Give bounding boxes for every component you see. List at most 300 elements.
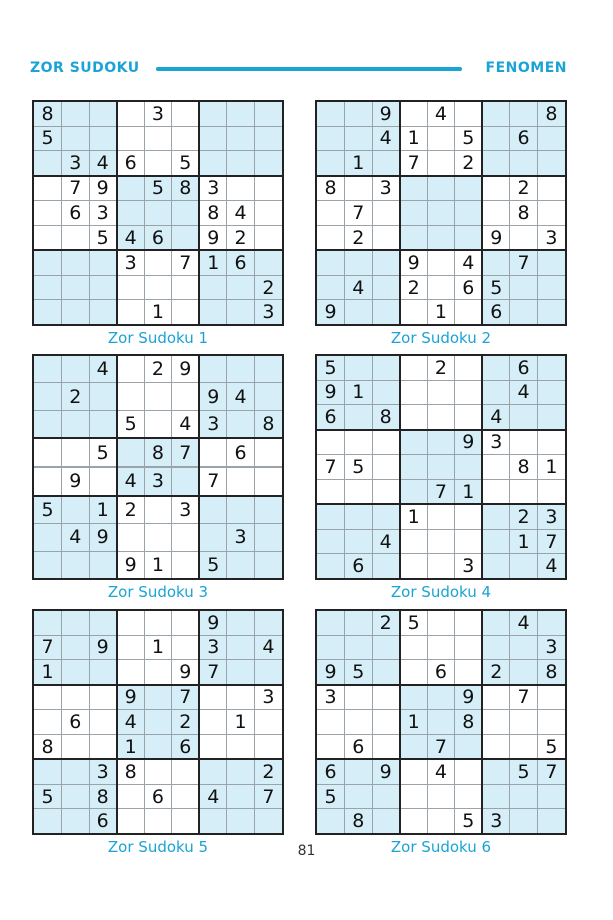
- sudoku-cell[interactable]: [400, 734, 428, 759]
- sudoku-cell[interactable]: [172, 300, 200, 324]
- sudoku-cell[interactable]: [254, 438, 282, 466]
- sudoku-cell[interactable]: [89, 126, 117, 151]
- sudoku-cell[interactable]: [427, 784, 455, 809]
- sudoku-cell[interactable]: [227, 176, 255, 201]
- sudoku-cell[interactable]: [254, 176, 282, 201]
- sudoku-cell[interactable]: [510, 405, 538, 430]
- sudoku-cell[interactable]: [400, 685, 428, 710]
- sudoku-cell[interactable]: [62, 410, 90, 438]
- sudoku-cell[interactable]: [34, 300, 62, 324]
- sudoku-cell[interactable]: [199, 496, 227, 524]
- sudoku-cell[interactable]: [482, 529, 510, 554]
- sudoku-cell[interactable]: [345, 176, 373, 201]
- sudoku-cell[interactable]: [34, 759, 62, 784]
- sudoku-cell[interactable]: [400, 201, 428, 226]
- sudoku-cell[interactable]: [510, 151, 538, 176]
- sudoku-cell[interactable]: [372, 300, 400, 324]
- sudoku-cell[interactable]: [317, 430, 345, 455]
- sudoku-cell[interactable]: [345, 529, 373, 554]
- sudoku-cell[interactable]: [254, 551, 282, 578]
- sudoku-cell[interactable]: [537, 611, 565, 635]
- sudoku-cell[interactable]: [427, 685, 455, 710]
- sudoku-cell[interactable]: [537, 151, 565, 176]
- sudoku-cell[interactable]: [144, 710, 172, 735]
- sudoku-cell[interactable]: [482, 455, 510, 480]
- sudoku-cell[interactable]: [400, 784, 428, 809]
- sudoku-cell[interactable]: [89, 468, 117, 496]
- sudoku-cell[interactable]: [427, 250, 455, 275]
- sudoku-cell[interactable]: [172, 468, 200, 496]
- sudoku-cell[interactable]: [317, 250, 345, 275]
- sudoku-cell[interactable]: [372, 784, 400, 809]
- sudoku-cell[interactable]: [345, 430, 373, 455]
- sudoku-cell[interactable]: [199, 524, 227, 551]
- sudoku-cell[interactable]: [482, 611, 510, 635]
- sudoku-cell[interactable]: [172, 524, 200, 551]
- sudoku-cell[interactable]: [400, 176, 428, 201]
- sudoku-cell[interactable]: [537, 300, 565, 324]
- sudoku-cell[interactable]: [427, 611, 455, 635]
- sudoku-cell[interactable]: [199, 438, 227, 466]
- sudoku-cell[interactable]: [227, 784, 255, 809]
- sudoku-cell[interactable]: [482, 356, 510, 380]
- sudoku-cell[interactable]: [62, 356, 90, 383]
- sudoku-cell[interactable]: [317, 275, 345, 300]
- sudoku-cell[interactable]: [400, 554, 428, 578]
- sudoku-cell[interactable]: [254, 250, 282, 275]
- sudoku-cell[interactable]: [427, 554, 455, 578]
- sudoku-cell[interactable]: [400, 479, 428, 504]
- sudoku-cell[interactable]: [427, 151, 455, 176]
- sudoku-cell[interactable]: [34, 685, 62, 710]
- sudoku-cell[interactable]: [144, 809, 172, 833]
- sudoku-cell[interactable]: [372, 275, 400, 300]
- sudoku-cell[interactable]: [482, 554, 510, 578]
- sudoku-cell[interactable]: [144, 126, 172, 151]
- sudoku-cell[interactable]: [510, 430, 538, 455]
- sudoku-cell[interactable]: [172, 102, 200, 126]
- sudoku-cell[interactable]: [482, 734, 510, 759]
- sudoku-cell[interactable]: [62, 250, 90, 275]
- sudoku-cell[interactable]: [62, 496, 90, 524]
- sudoku-cell[interactable]: [254, 734, 282, 759]
- sudoku-cell[interactable]: [372, 660, 400, 685]
- sudoku-cell[interactable]: [455, 784, 483, 809]
- sudoku-cell[interactable]: [317, 201, 345, 226]
- sudoku-cell[interactable]: [345, 504, 373, 529]
- sudoku-cell[interactable]: [227, 551, 255, 578]
- sudoku-cell[interactable]: [400, 455, 428, 480]
- sudoku-cell[interactable]: [372, 356, 400, 380]
- sudoku-cell[interactable]: [34, 524, 62, 551]
- sudoku-cell[interactable]: [144, 759, 172, 784]
- sudoku-cell[interactable]: [117, 176, 145, 201]
- sudoku-cell[interactable]: [345, 479, 373, 504]
- sudoku-cell[interactable]: [372, 455, 400, 480]
- sudoku-cell[interactable]: [510, 225, 538, 250]
- sudoku-cell[interactable]: [89, 410, 117, 438]
- sudoku-cell[interactable]: [199, 300, 227, 324]
- sudoku-cell[interactable]: [317, 554, 345, 578]
- sudoku-cell[interactable]: [345, 405, 373, 430]
- sudoku-cell[interactable]: [254, 201, 282, 226]
- sudoku-cell[interactable]: [400, 759, 428, 784]
- sudoku-cell[interactable]: [372, 635, 400, 660]
- sudoku-cell[interactable]: [455, 504, 483, 529]
- sudoku-cell[interactable]: [172, 383, 200, 410]
- sudoku-cell[interactable]: [172, 126, 200, 151]
- sudoku-cell[interactable]: [89, 383, 117, 410]
- sudoku-cell[interactable]: [227, 611, 255, 635]
- sudoku-cell[interactable]: [345, 611, 373, 635]
- sudoku-cell[interactable]: [510, 635, 538, 660]
- sudoku-cell[interactable]: [117, 660, 145, 685]
- sudoku-cell[interactable]: [199, 356, 227, 383]
- sudoku-cell[interactable]: [62, 102, 90, 126]
- sudoku-cell[interactable]: [372, 250, 400, 275]
- sudoku-cell[interactable]: [199, 685, 227, 710]
- sudoku-cell[interactable]: [254, 126, 282, 151]
- sudoku-cell[interactable]: [345, 102, 373, 126]
- sudoku-cell[interactable]: [482, 685, 510, 710]
- sudoku-cell[interactable]: [227, 356, 255, 383]
- sudoku-cell[interactable]: [455, 734, 483, 759]
- sudoku-cell[interactable]: [89, 734, 117, 759]
- sudoku-cell[interactable]: [400, 225, 428, 250]
- sudoku-cell[interactable]: [199, 275, 227, 300]
- sudoku-cell[interactable]: [427, 176, 455, 201]
- sudoku-cell[interactable]: [427, 275, 455, 300]
- sudoku-cell[interactable]: [317, 529, 345, 554]
- sudoku-cell[interactable]: [455, 102, 483, 126]
- sudoku-cell[interactable]: [34, 710, 62, 735]
- sudoku-cell[interactable]: [455, 380, 483, 405]
- sudoku-cell[interactable]: [34, 151, 62, 176]
- sudoku-cell[interactable]: [482, 784, 510, 809]
- sudoku-cell[interactable]: [254, 225, 282, 250]
- sudoku-cell[interactable]: [455, 405, 483, 430]
- sudoku-cell[interactable]: [400, 529, 428, 554]
- sudoku-cell[interactable]: [227, 734, 255, 759]
- sudoku-cell[interactable]: [455, 455, 483, 480]
- sudoku-cell[interactable]: [62, 660, 90, 685]
- sudoku-cell[interactable]: [172, 201, 200, 226]
- sudoku-cell[interactable]: [199, 734, 227, 759]
- sudoku-cell[interactable]: [117, 438, 145, 466]
- sudoku-cell[interactable]: [117, 383, 145, 410]
- sudoku-cell[interactable]: [89, 300, 117, 324]
- sudoku-cell[interactable]: [510, 660, 538, 685]
- sudoku-cell[interactable]: [345, 710, 373, 735]
- sudoku-cell[interactable]: [34, 356, 62, 383]
- sudoku-cell[interactable]: [117, 102, 145, 126]
- sudoku-cell[interactable]: [537, 176, 565, 201]
- sudoku-cell[interactable]: [482, 250, 510, 275]
- sudoku-cell[interactable]: [227, 151, 255, 176]
- sudoku-cell[interactable]: [482, 126, 510, 151]
- sudoku-cell[interactable]: [537, 356, 565, 380]
- sudoku-cell[interactable]: [427, 430, 455, 455]
- sudoku-cell[interactable]: [117, 356, 145, 383]
- sudoku-cell[interactable]: [172, 225, 200, 250]
- sudoku-cell[interactable]: [317, 479, 345, 504]
- sudoku-cell[interactable]: [537, 380, 565, 405]
- sudoku-cell[interactable]: [34, 176, 62, 201]
- sudoku-cell[interactable]: [62, 685, 90, 710]
- sudoku-cell[interactable]: [89, 685, 117, 710]
- sudoku-cell[interactable]: [455, 759, 483, 784]
- sudoku-cell[interactable]: [62, 551, 90, 578]
- sudoku-cell[interactable]: [227, 685, 255, 710]
- sudoku-cell[interactable]: [144, 151, 172, 176]
- sudoku-cell[interactable]: [427, 529, 455, 554]
- sudoku-cell[interactable]: [427, 710, 455, 735]
- sudoku-cell[interactable]: [482, 504, 510, 529]
- sudoku-cell[interactable]: [482, 635, 510, 660]
- sudoku-cell[interactable]: [89, 275, 117, 300]
- sudoku-cell[interactable]: [510, 275, 538, 300]
- sudoku-cell[interactable]: [117, 809, 145, 833]
- sudoku-cell[interactable]: [144, 660, 172, 685]
- sudoku-cell[interactable]: [117, 126, 145, 151]
- sudoku-cell[interactable]: [34, 611, 62, 635]
- sudoku-cell[interactable]: [34, 250, 62, 275]
- sudoku-cell[interactable]: [34, 275, 62, 300]
- sudoku-cell[interactable]: [62, 734, 90, 759]
- sudoku-cell[interactable]: [89, 611, 117, 635]
- sudoku-cell[interactable]: [372, 479, 400, 504]
- sudoku-cell[interactable]: [427, 126, 455, 151]
- sudoku-cell[interactable]: [372, 809, 400, 833]
- sudoku-cell[interactable]: [400, 356, 428, 380]
- sudoku-cell[interactable]: [62, 809, 90, 833]
- sudoku-cell[interactable]: [537, 479, 565, 504]
- sudoku-cell[interactable]: [227, 275, 255, 300]
- sudoku-cell[interactable]: [537, 126, 565, 151]
- sudoku-cell[interactable]: [455, 201, 483, 226]
- sudoku-cell[interactable]: [254, 356, 282, 383]
- sudoku-cell[interactable]: [427, 201, 455, 226]
- sudoku-cell[interactable]: [227, 496, 255, 524]
- sudoku-cell[interactable]: [510, 102, 538, 126]
- sudoku-cell[interactable]: [317, 710, 345, 735]
- sudoku-cell[interactable]: [172, 551, 200, 578]
- sudoku-cell[interactable]: [34, 225, 62, 250]
- sudoku-cell[interactable]: [537, 275, 565, 300]
- sudoku-cell[interactable]: [144, 410, 172, 438]
- sudoku-cell[interactable]: [254, 383, 282, 410]
- sudoku-cell[interactable]: [400, 430, 428, 455]
- sudoku-cell[interactable]: [199, 102, 227, 126]
- sudoku-cell[interactable]: [372, 225, 400, 250]
- sudoku-cell[interactable]: [62, 126, 90, 151]
- sudoku-cell[interactable]: [34, 410, 62, 438]
- sudoku-cell[interactable]: [455, 529, 483, 554]
- sudoku-cell[interactable]: [117, 524, 145, 551]
- sudoku-cell[interactable]: [317, 809, 345, 833]
- sudoku-cell[interactable]: [62, 611, 90, 635]
- sudoku-cell[interactable]: [144, 611, 172, 635]
- sudoku-cell[interactable]: [482, 201, 510, 226]
- sudoku-cell[interactable]: [254, 660, 282, 685]
- sudoku-cell[interactable]: [89, 102, 117, 126]
- sudoku-cell[interactable]: [199, 809, 227, 833]
- sudoku-cell[interactable]: [227, 759, 255, 784]
- sudoku-cell[interactable]: [372, 201, 400, 226]
- sudoku-cell[interactable]: [400, 660, 428, 685]
- sudoku-cell[interactable]: [345, 635, 373, 660]
- sudoku-cell[interactable]: [254, 151, 282, 176]
- sudoku-cell[interactable]: [144, 496, 172, 524]
- sudoku-cell[interactable]: [317, 126, 345, 151]
- sudoku-cell[interactable]: [172, 275, 200, 300]
- sudoku-cell[interactable]: [317, 635, 345, 660]
- sudoku-cell[interactable]: [455, 176, 483, 201]
- sudoku-cell[interactable]: [62, 225, 90, 250]
- sudoku-cell[interactable]: [144, 201, 172, 226]
- sudoku-cell[interactable]: [227, 410, 255, 438]
- sudoku-cell[interactable]: [172, 759, 200, 784]
- sudoku-cell[interactable]: [89, 250, 117, 275]
- sudoku-cell[interactable]: [317, 504, 345, 529]
- sudoku-cell[interactable]: [34, 468, 62, 496]
- sudoku-cell[interactable]: [400, 300, 428, 324]
- sudoku-cell[interactable]: [62, 438, 90, 466]
- sudoku-cell[interactable]: [427, 380, 455, 405]
- sudoku-cell[interactable]: [427, 504, 455, 529]
- sudoku-cell[interactable]: [144, 250, 172, 275]
- sudoku-cell[interactable]: [372, 430, 400, 455]
- sudoku-cell[interactable]: [227, 635, 255, 660]
- sudoku-cell[interactable]: [537, 809, 565, 833]
- sudoku-cell[interactable]: [372, 504, 400, 529]
- sudoku-cell[interactable]: [455, 611, 483, 635]
- sudoku-cell[interactable]: [510, 784, 538, 809]
- sudoku-cell[interactable]: [372, 734, 400, 759]
- sudoku-cell[interactable]: [117, 784, 145, 809]
- sudoku-cell[interactable]: [372, 685, 400, 710]
- sudoku-cell[interactable]: [227, 102, 255, 126]
- sudoku-cell[interactable]: [427, 455, 455, 480]
- sudoku-cell[interactable]: [254, 496, 282, 524]
- sudoku-cell[interactable]: [482, 380, 510, 405]
- sudoku-cell[interactable]: [345, 759, 373, 784]
- sudoku-cell[interactable]: [199, 710, 227, 735]
- sudoku-cell[interactable]: [89, 551, 117, 578]
- sudoku-cell[interactable]: [537, 710, 565, 735]
- sudoku-cell[interactable]: [455, 225, 483, 250]
- sudoku-cell[interactable]: [172, 635, 200, 660]
- sudoku-cell[interactable]: [427, 405, 455, 430]
- sudoku-cell[interactable]: [455, 660, 483, 685]
- sudoku-cell[interactable]: [117, 635, 145, 660]
- sudoku-cell[interactable]: [144, 734, 172, 759]
- sudoku-cell[interactable]: [482, 710, 510, 735]
- sudoku-cell[interactable]: [345, 250, 373, 275]
- sudoku-cell[interactable]: [317, 151, 345, 176]
- sudoku-cell[interactable]: [144, 383, 172, 410]
- sudoku-cell[interactable]: [34, 438, 62, 466]
- sudoku-cell[interactable]: [62, 275, 90, 300]
- sudoku-cell[interactable]: [254, 524, 282, 551]
- sudoku-cell[interactable]: [510, 300, 538, 324]
- sudoku-cell[interactable]: [345, 685, 373, 710]
- sudoku-cell[interactable]: [455, 300, 483, 324]
- sudoku-cell[interactable]: [510, 809, 538, 833]
- sudoku-cell[interactable]: [172, 784, 200, 809]
- sudoku-cell[interactable]: [254, 809, 282, 833]
- sudoku-cell[interactable]: [427, 225, 455, 250]
- sudoku-cell[interactable]: [455, 356, 483, 380]
- sudoku-cell[interactable]: [62, 300, 90, 324]
- sudoku-cell[interactable]: [34, 201, 62, 226]
- sudoku-cell[interactable]: [427, 635, 455, 660]
- sudoku-cell[interactable]: [537, 784, 565, 809]
- sudoku-cell[interactable]: [172, 611, 200, 635]
- sudoku-cell[interactable]: [172, 809, 200, 833]
- sudoku-cell[interactable]: [34, 551, 62, 578]
- sudoku-cell[interactable]: [317, 734, 345, 759]
- sudoku-cell[interactable]: [482, 102, 510, 126]
- sudoku-cell[interactable]: [199, 151, 227, 176]
- sudoku-cell[interactable]: [117, 201, 145, 226]
- sudoku-cell[interactable]: [117, 611, 145, 635]
- sudoku-cell[interactable]: [510, 734, 538, 759]
- sudoku-cell[interactable]: [34, 383, 62, 410]
- sudoku-cell[interactable]: [372, 710, 400, 735]
- sudoku-cell[interactable]: [317, 611, 345, 635]
- sudoku-cell[interactable]: [537, 201, 565, 226]
- sudoku-cell[interactable]: [117, 275, 145, 300]
- sudoku-cell[interactable]: [227, 809, 255, 833]
- sudoku-cell[interactable]: [317, 102, 345, 126]
- sudoku-cell[interactable]: [510, 554, 538, 578]
- sudoku-cell[interactable]: [254, 710, 282, 735]
- sudoku-cell[interactable]: [400, 380, 428, 405]
- sudoku-cell[interactable]: [537, 685, 565, 710]
- sudoku-cell[interactable]: [345, 356, 373, 380]
- sudoku-cell[interactable]: [62, 784, 90, 809]
- sudoku-cell[interactable]: [144, 275, 172, 300]
- sudoku-cell[interactable]: [400, 809, 428, 833]
- sudoku-cell[interactable]: [482, 151, 510, 176]
- sudoku-cell[interactable]: [254, 611, 282, 635]
- sudoku-cell[interactable]: [537, 430, 565, 455]
- sudoku-cell[interactable]: [317, 225, 345, 250]
- sudoku-cell[interactable]: [345, 126, 373, 151]
- sudoku-cell[interactable]: [117, 300, 145, 324]
- sudoku-cell[interactable]: [34, 809, 62, 833]
- sudoku-cell[interactable]: [372, 151, 400, 176]
- sudoku-cell[interactable]: [345, 300, 373, 324]
- sudoku-cell[interactable]: [372, 380, 400, 405]
- sudoku-cell[interactable]: [89, 660, 117, 685]
- sudoku-cell[interactable]: [400, 635, 428, 660]
- sudoku-cell[interactable]: [510, 710, 538, 735]
- sudoku-cell[interactable]: [227, 660, 255, 685]
- sudoku-cell[interactable]: [372, 554, 400, 578]
- sudoku-cell[interactable]: [144, 685, 172, 710]
- sudoku-cell[interactable]: [345, 784, 373, 809]
- sudoku-cell[interactable]: [455, 635, 483, 660]
- sudoku-cell[interactable]: [62, 759, 90, 784]
- sudoku-cell[interactable]: [89, 710, 117, 735]
- sudoku-cell[interactable]: [482, 176, 510, 201]
- sudoku-cell[interactable]: [254, 102, 282, 126]
- sudoku-cell[interactable]: [510, 479, 538, 504]
- sudoku-cell[interactable]: [199, 759, 227, 784]
- sudoku-cell[interactable]: [427, 809, 455, 833]
